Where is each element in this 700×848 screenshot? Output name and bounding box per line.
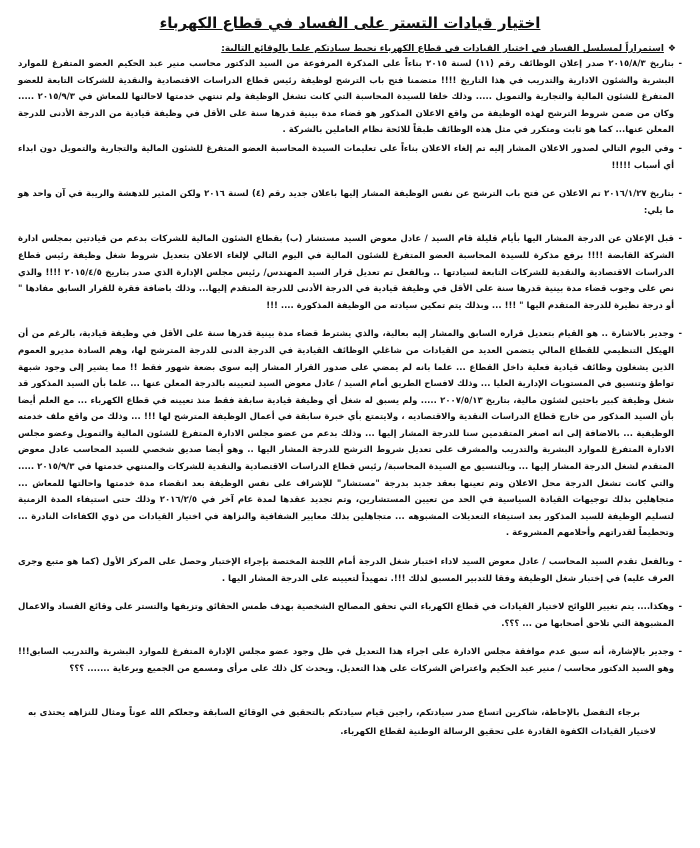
dash-bullet-icon: -: [678, 189, 682, 200]
dash-bullet-icon: -: [678, 647, 682, 658]
dash-bullet-icon: -: [678, 329, 682, 340]
paragraph-3: [18, 186, 682, 219]
paragraph-text: قبل الإعلان عن الدرجة المشار اليها بأيام قليلة قام السيد / عادل معوض السيد مستشار (ب) بقطاع الشئون المالية للشركات بدعم من قيادتين بمجلس ادارة الشركة القابضة !!!! برفع مذكرة للسيدة المحاسبة العضو المتفرغ للشئون المالية في اليوم التالي لإلغاء الاعلان بتعديل شروط شغل وظيفة رئيس قطاع الدراسات الاقتصادية والنقدية للشركات التابعة لسيادتها .. وبالفعل تم تعديل قرار السيد المهندس/ رئيس مجلس الإدارة الذي صدر بتاريخ ٢٠١٥/٤/٥ !!!! والذي نص على وجوب قضاء مدة بينية قدرها سنة على الأقل في وظيفة قيادية في الدرجة الأدنى للدرجة المتقدم إليها... وذلك باضافة فقرة للقرار السابق مفادها " أو درجة نظيرة للدرجة المتقدم اليها " !!! ... وبذلك يتم تمكين سيادته من الوظيفة المذكورة .... !!!: [18, 234, 674, 311]
paragraph-8: [18, 644, 682, 677]
dash-bullet-icon: -: [678, 234, 682, 245]
paragraph-7: [18, 599, 682, 632]
paragraph-text: وجدير بالإشارة، أنه سبق عدم موافقة مجلس الادارة على اجراء هذا التعديل في ظل وجود عضو مجلس الإدارة المتفرغ للموارد البشرية والتدريب السابق!!! وهو السيد الدكتور محاسب / منير عبد الحكيم واعتراض الشركات على هذا التعديل. ويحدث كل ذلك على مرأى ومسمع من الجميع وبرعاية ....... ؟؟؟: [18, 647, 674, 674]
paragraph-text: وجدير بالاشارة .. هو القيام بتعديل قراره السابق والمشار إليه بعالية، والذي يشترط قضاء مدة بينية قدرها سنة على الأقل في وظيفة قيادية، بالرغم من أن الهيكل التنظيمي للقطاع المالي يتضمن العديد من القيادات من شاغلي الوظائف القيادية في الدرجة الدنى للدرجة المترشح لها، وهم السادة مديرو العموم الذين يشغلون وظائف قيادية فعلية داخل القطاع ... علما بانه لم يمضي على صدور القرار المشار إليه سوى بضعة شهور فقط !! مما يشير إلى وجود شبهة تواطؤ وتنسيق في المستويات الإدارية العليا ... وذلك لافساح الطريق أمام السيد / عادل معوض السيد لتعيينه بالدرجة المعلن عنها ... علما بأن السيد المذكور قد شغل وظيفة كبير باحثين لشئون مالية، بتاريخ ٢٠٠٧/٥/١٣ ..... ولم يسبق له شغل أي وظيفة قيادية سابقة فقط منذ تعيينه في قطاع الكهرباء ... مع العلم أيضا بأن السيد المذكور من خارج قطاع الدراسات النقدية والاقتصاديه ، ولايتمتع بأي خبرة سابقة في أعمال الوظيفة المترشح لها !!! ... وذلك من واقع ملف خدمته الوظيفية ... بالاضافة إلى انه اصغر المتقدمين سنا للدرجة المشار إليها ... وذلك بدعم من عضو مجلس الادارة المتفرغ للشئون المالية والتمويل وعضو مجلس الادارة المتفرغ للموارد البشرية والتدريب والمشرف على تعديل شروط الترشح للدرجة المشار اليها .. وهو أيضا صديق شخصي للسيد المحاسب عادل معوض المتقدم لشغل الدرجة المشار إليها ... وبالتنسيق مع السيدة المحاسبة/ رئيس قطاع الدراسات الاقتصادية والنقدية للشركات والمنتهي خدمتها في ٢٠١٥/٩/٣ ..... والتي كانت تشغل الدرجة محل الاعلان وتم تعينها بعقد جديد بدرجة "مستشار" للإشراف على نفس الوظيفة بعد انقضاء مدة خدمتها واحالتها للمعاش ... متجاهلين بذلك توجيهات القيادة السياسية في الحد من تعيين المستشارين، وتم تجديد عقدها لمدة عام آخر في ٢٠١٦/٢/٥ وذلك حتى استيفاء المدة الزمنية لتسليم الوظيفة للسيد المذكور بعد استيفاء التعديلات المشبوهه ... متجاهلين بذلك معايير الشفافية والنزاهة في اختيار القيادات من ذوي الكفاءات النادرة ... وتحطيماً لقدراتهم وأحلامهم المشروعة .: [18, 329, 675, 539]
paragraph-text: بتاريخ ٢٠١٦/١/٢٧ تم الاعلان عن فتح باب الترشح عن نفس الوظيفة المشار إليها باعلان جديد رقم (٤) لسنة ٢٠١٦ ولكن المثير للدهشة والريبة في آن واحد هو ما يلي:: [18, 189, 674, 216]
paragraph-text: وبالفعل تقدم السيد المحاسب / عادل معوض السيد لاداء اختبار شغل الدرجة أمام اللجنة المختصة بإجراء الإختبار وحصل على المركز الأول (كما هو متبع وجرى العرف عليه) في إختبار شغل الوظيفة وفقا للتدبير المسبق لذلك !!!. تمهيداً لتعيينه على الدرجة المشار اليها .: [18, 557, 674, 584]
paragraph-4: [18, 231, 682, 314]
paragraph-5: [18, 326, 682, 542]
paragraph-2: [18, 141, 682, 174]
paragraph-6: [18, 554, 682, 587]
paragraph-text: وفي اليوم التالي لصدور الاعلان المشار إليه تم إلغاء الاعلان بناءاً على تعليمات السيدة المحاسبة العضو المتفرغ للشئون المالية والتجارية والتمويل دون ابداء أي أسباب !!!!!: [18, 143, 674, 171]
paragraph-text: بتاريخ ٢٠١٥/٨/٣ صدر إعلان الوظائف رقم (١١) لسنة ٢٠١٥ بناءاً على المذكرة المرفوعة من السيد الدكتور محاسب منير عبد الحكيم العضو المتفرغ للموارد البشرية والشئون الادارية والتدريب في هذا التاريخ !!!! متضمنا فتح باب الترشح لوظيفة رئيس قطاع الدراسات الاقتصادية والنقدية للشركات التابعة للعضو المتفرغ للشئون المالية والتجارية والتمويل ..... وذلك خلفا للسيدة المحاسبة التي كانت تشغل الوظيفة ولم تنتهي خدمتها لاحالتها للمعاش في ٢٠١٥/٩/٣ ..... وكان من ضمن شروط الترشح لهذه الوظيفة من واقع الاعلان المذكور هو قضاء مدة بينية قدرها سنة على الأقل في وظيفة قيادية من الدرجة الأدنى للدرجة المعلن عنها... كما هو ثابت ومتكرر في مثل هذه الوظائف طبقاً للائحة نظام العاملين بالشركة .: [18, 59, 675, 136]
paragraph-text: وهكذا.... يتم تغيير اللوائح لاختيار القيادات في قطاع الكهرباء التي تحقق المصالح الشخصية بهدف طمس الحقائق وتزيفها والتستر على وقائع الفساد والاعمال المشبوهة التي تلاحق أصحابها من ... ؟؟؟.: [18, 602, 674, 629]
diamond-bullet-icon: ❖: [667, 44, 676, 54]
paragraph-1: [18, 56, 682, 139]
dash-bullet-icon: -: [678, 557, 682, 568]
document-title: اختيار قيادات التستر على الفساد في قطاع الكهرباء: [159, 14, 541, 32]
dash-bullet-icon: -: [678, 143, 682, 154]
dash-bullet-icon: -: [678, 59, 682, 69]
dash-bullet-icon: -: [678, 602, 682, 613]
intro-text: استمراراً لمسلسل الفساد في اختيار القيادات في قطاع الكهرباء نحيط سيادتكم علما بالوقائع التالية:: [221, 44, 664, 54]
closing-paragraph: برجاء التفضل بالإحاطة، شاكرين اتساع صدر سيادتكم، راجين قيام سيادتكم بالتحقيق في الوقائع السابقة وجعلكم الله عوناً ومثال للنزاهه يحتذى به لاختيار القيادات الكفوة القادرة على تحقيق الرسالة الوطنية لقطاع الكهرباء.: [28, 707, 656, 737]
intro-line: [18, 44, 682, 54]
